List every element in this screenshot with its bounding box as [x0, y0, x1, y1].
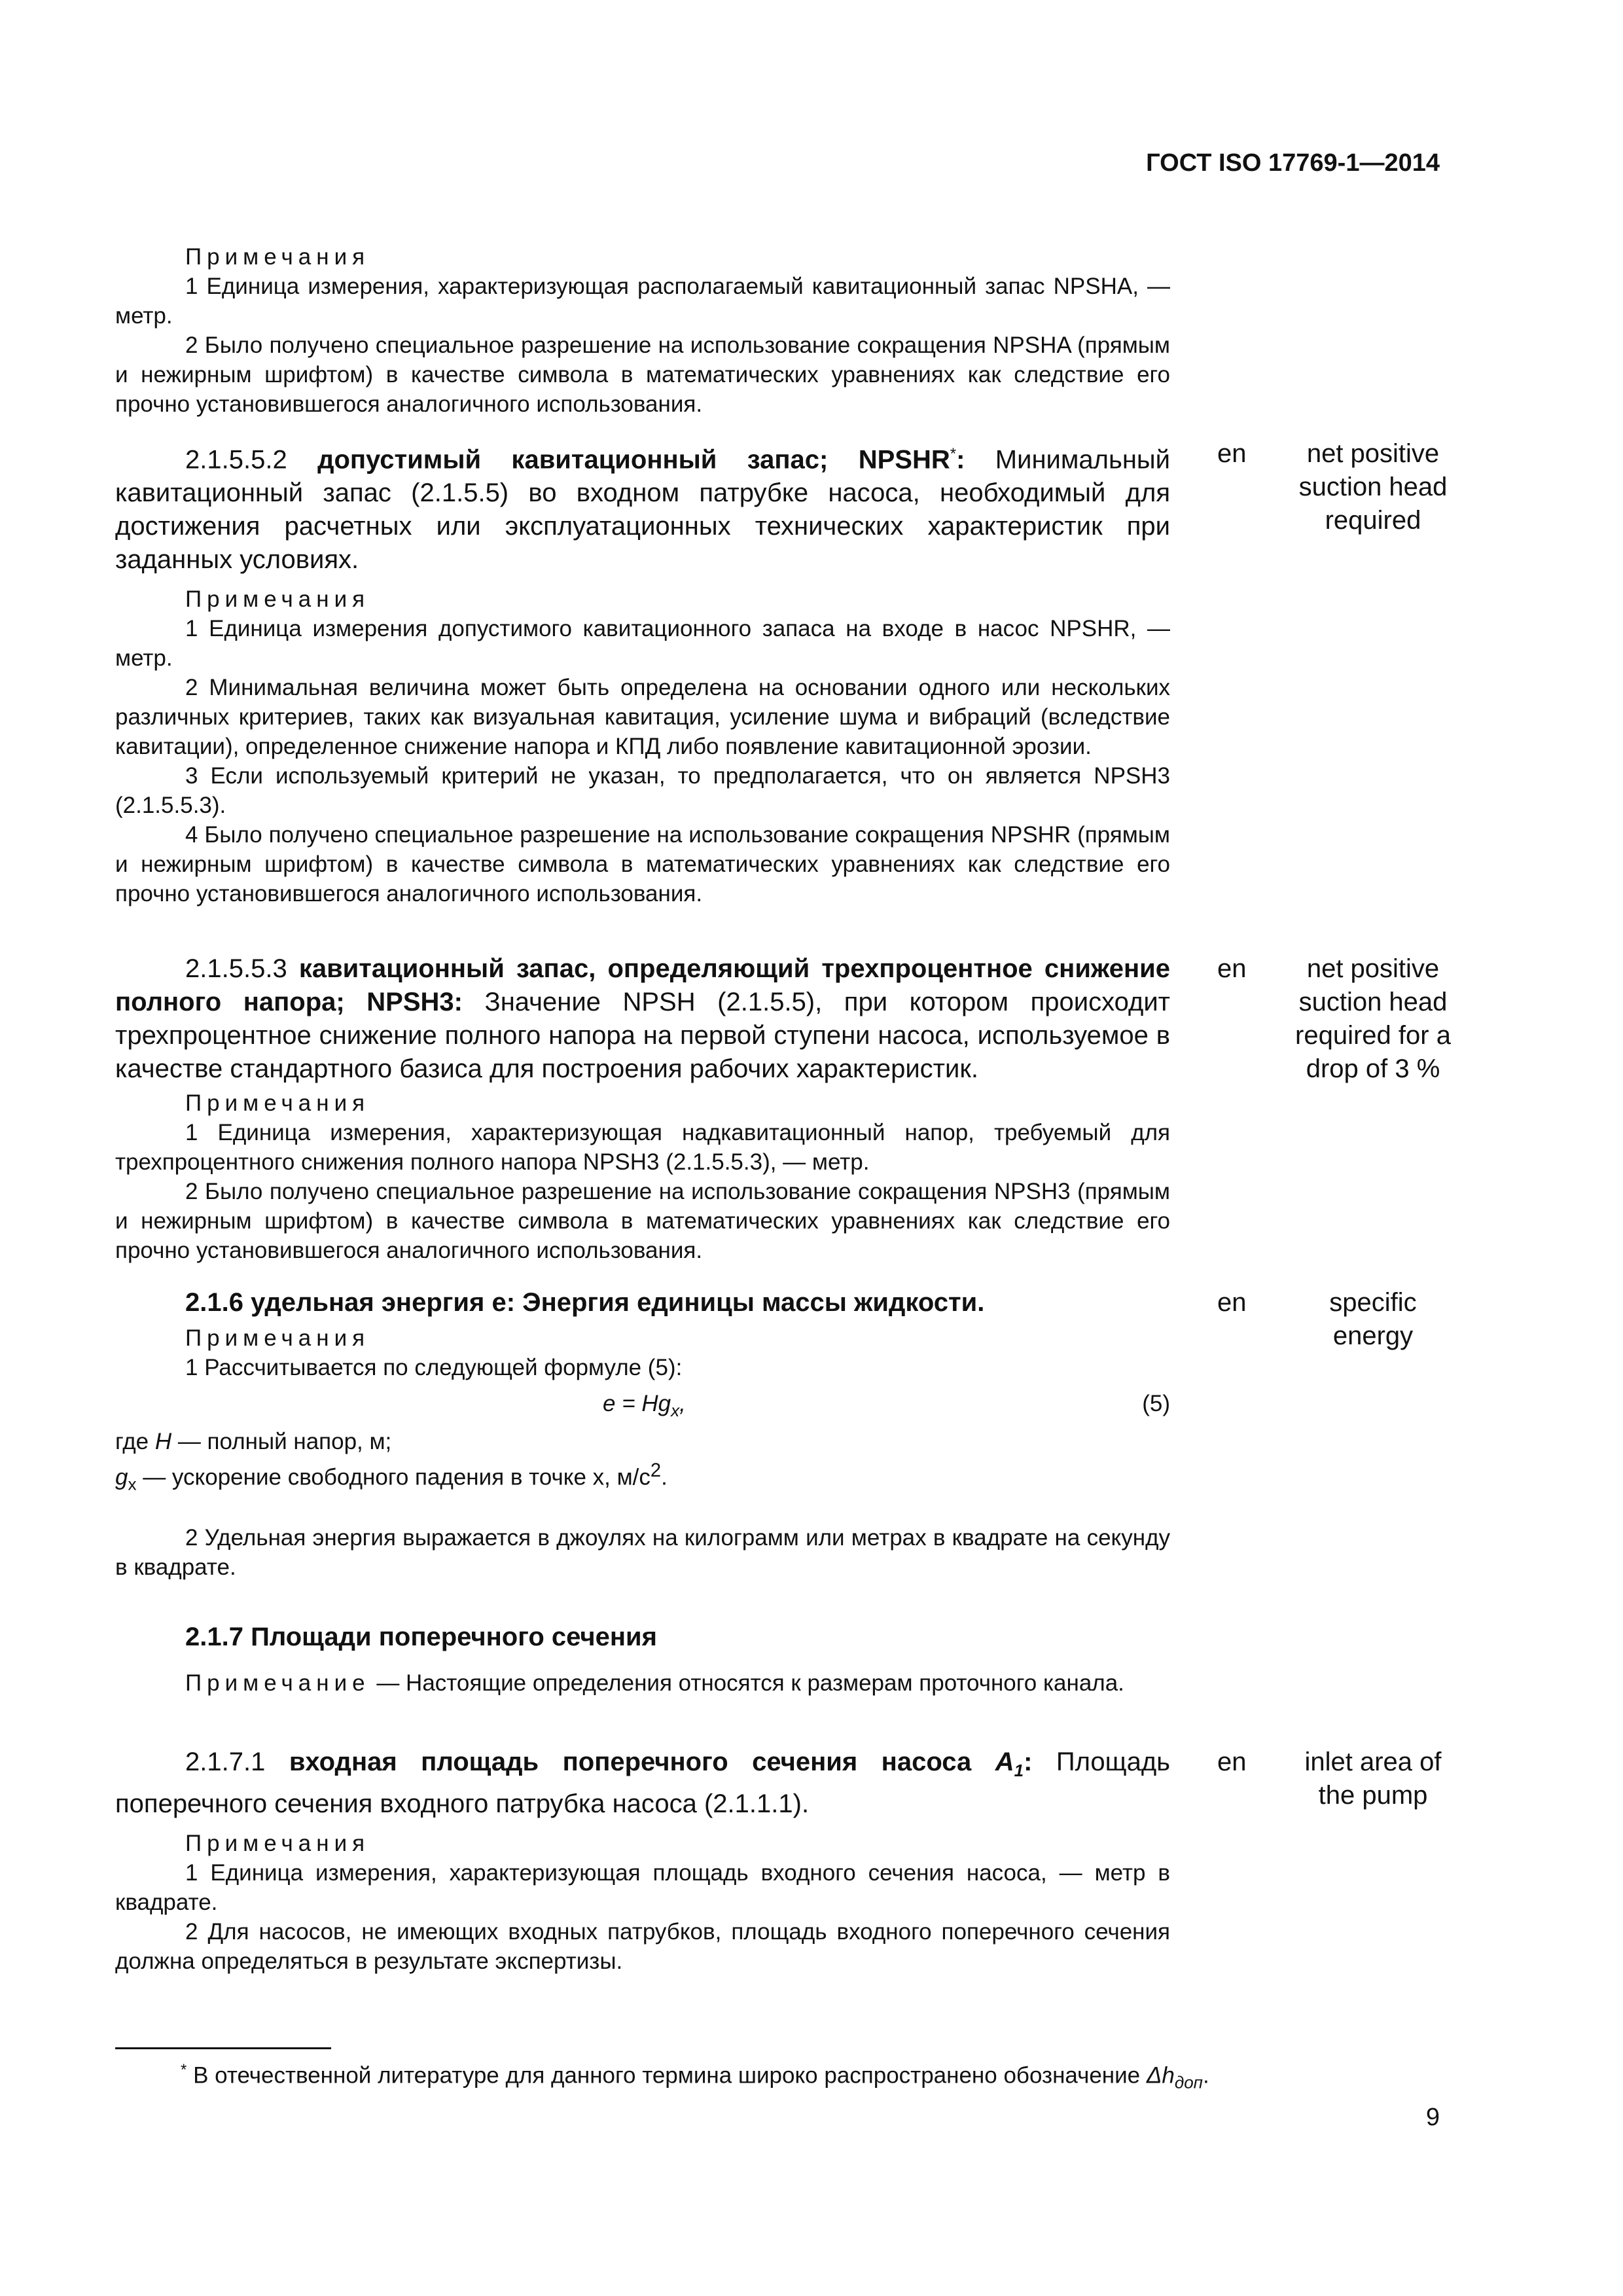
- term-inlet-area: [115, 1746, 1170, 1976]
- term-specific-energy: [115, 1286, 1170, 1582]
- term-name: кавитационный запас, определяющий трехпроцентное снижение полного напора; NPSH3:: [115, 954, 1170, 1016]
- footnote-marker: *: [950, 445, 957, 463]
- language-code: en: [1217, 1288, 1247, 1317]
- term-definition: 2.1.7.1 входная площадь поперечного сечения насоса $A_1$: Площадь поперечного сечения входного патрубка насоса (2.1.1.1).: [115, 1748, 1171, 1818]
- footnote-divider: [115, 2047, 331, 2049]
- english-equivalent: inlet area of the pump: [1304, 1748, 1442, 1810]
- term-npsh3: [115, 952, 1170, 1265]
- page-number: 9: [1425, 2104, 1440, 2131]
- section-heading: 2.1.7 Площади поперечного сечения: [185, 1623, 657, 1651]
- note: 3 Если используемый критерий не указан, то предполагается, что он является NPSH3 (2.1.5.5.3).: [115, 763, 1170, 819]
- note: 1 Единица измерения, характеризующая располагаемый кавитационный запас NPSHA, — метр.: [115, 274, 1170, 329]
- english-equivalent: net positive suction head required for a drop of 3 %: [1295, 954, 1451, 1083]
- definition-text: Площадь поперечного сечения входного патрубка насоса (2.1.1.1).: [115, 1748, 1171, 1818]
- formula-number: (5): [1142, 1391, 1170, 1416]
- term-definition: [115, 437, 1170, 577]
- language-code: en: [1217, 439, 1247, 468]
- where-g: $g_x$ — ускорение свободного падения в точке х, $м/с^2$.: [115, 1460, 668, 1494]
- definition-text: Значение NPSH (2.1.5.5), при котором происходит трехпроцентное снижение полного напора на первой ступени насоса, используемое в качестве стандартного базиса для построения рабочих характеристик.: [115, 988, 1170, 1083]
- section-cross-sections: [115, 1621, 1170, 1698]
- term-symbol: A: [995, 1748, 1014, 1776]
- npsha-notes: [115, 242, 1170, 419]
- term-number: 2.1.5.5.3: [185, 954, 299, 983]
- notes-label: Примечания: [185, 586, 370, 613]
- note: 1 Единица измерения, характеризующая надкавитационный напор, требуемый для трехпроцентного снижения полного напора NPSH3 (2.1.5.5.3), — метр.: [115, 1120, 1170, 1175]
- note: 1 Рассчитывается по следующей формуле (5):: [185, 1355, 683, 1380]
- language-code: en: [1217, 954, 1247, 983]
- term-definition: [115, 952, 1170, 1086]
- term-number: 2.1.7.1: [185, 1748, 289, 1776]
- term-npshr: [115, 437, 1170, 908]
- note: 2 Для насосов, не имеющих входных патрубков, площадь входного поперечного сечения должна определяться в результате экспертизы.: [115, 1919, 1170, 1974]
- note: 1 Единица измерения допустимого кавитационного запаса на входе в насос NPSHR, — метр.: [115, 616, 1170, 672]
- note: 2 Было получено специальное разрешение на использование сокращения NPSHA (прямым и нежирным шрифтом) в качестве символа в математических уравнениях как следствие его прочно установившегося аналогичного использования.: [115, 332, 1170, 417]
- notes-label: Примечания: [185, 1090, 370, 1116]
- section-note: Примечание — Настоящие определения относятся к размерам проточного канала.: [185, 1670, 1124, 1696]
- notes-label: Примечания: [185, 1831, 370, 1856]
- where-h: где H — полный напор, м;: [115, 1429, 392, 1454]
- definition-text: Минимальный кавитационный запас (2.1.5.5) во входном патрубке насоса, необходимый для достижения расчетных или эксплуатационных технических характеристик при заданных условиях.: [115, 445, 1171, 575]
- note: 2 Было получено специальное разрешение на использование сокращения NPSH3 (прямым и нежирным шрифтом) в качестве символа в математических уравнениях как следствие его прочно установившегося аналогичного использования.: [115, 1179, 1170, 1263]
- english-equivalent: specific energy: [1329, 1288, 1417, 1350]
- english-equivalent: net positive suction head required: [1298, 439, 1448, 535]
- language-code: en: [1217, 1748, 1247, 1776]
- note: 2 Минимальная величина может быть определена на основании одного или нескольких различных критериев, таких как визуальная кавитация, усиление шума и вибраций (вследствие кавитации), определенное снижение напора и КПД либо появление кавитационной эрозии.: [115, 675, 1170, 760]
- term-name: входная площадь поперечного сечения насоса: [289, 1748, 995, 1776]
- note: 2 Удельная энергия выражается в джоулях на килограмм или метрах в квадрате на секунду в квадрате.: [115, 1524, 1170, 1580]
- term-heading: 2.1.6 удельная энергия е: Энергия единицы массы жидкости.: [185, 1288, 985, 1317]
- footnote: * В отечественной литературе для данного термина широко распространено обозначение $\Delta h_{доп}$.: [181, 2061, 1209, 2092]
- formula: $e = Hg_x$,: [603, 1391, 686, 1420]
- formula-row: [115, 1389, 1170, 1420]
- term-name: допустимый кавитационный запас; NPSHR: [317, 445, 950, 475]
- term-colon: :: [956, 445, 995, 475]
- note: 4 Было получено специальное разрешение на использование сокращения NPSHR (прямым и нежирным шрифтом) в качестве символа в математических уравнениях как следствие его прочно установившегося аналогичного использования.: [115, 822, 1170, 907]
- note: 1 Единица измерения, характеризующая площадь входного сечения насоса, — метр в квадрате.: [115, 1860, 1170, 1915]
- term-number: 2.1.5.5.2: [185, 445, 318, 475]
- document-header: ГОСТ ISO 17769-1—2014: [1146, 149, 1440, 177]
- notes-label: Примечания: [185, 1325, 370, 1351]
- notes-label: Примечания: [185, 244, 370, 270]
